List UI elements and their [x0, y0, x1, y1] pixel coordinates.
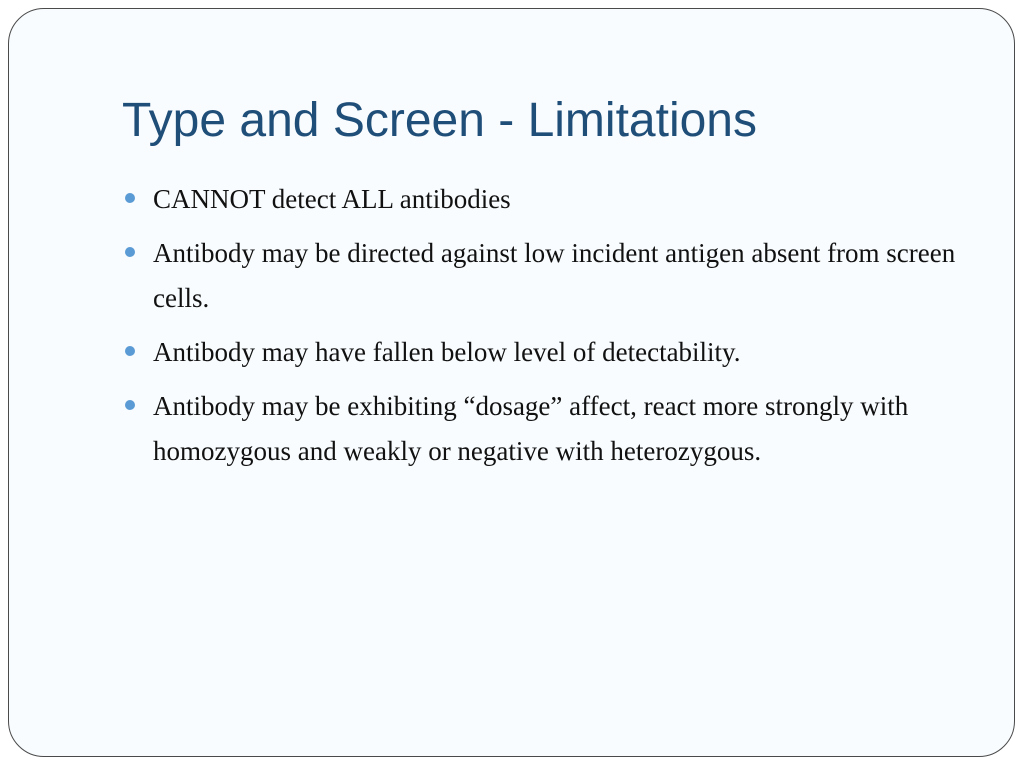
bullet-text: Antibody may have fallen below level of detectability.	[153, 337, 741, 367]
bullet-dot-icon	[125, 193, 135, 203]
bullet-item	[122, 231, 982, 321]
bullet-text: Antibody may be exhibiting “dosage” affect, react more strongly with homozygous and weakly or negative with heterozygous.	[153, 391, 909, 466]
bullet-item	[122, 330, 982, 375]
bullet-item	[122, 384, 982, 474]
bullet-text: CANNOT detect ALL antibodies	[153, 184, 511, 214]
bullet-dot-icon	[125, 247, 135, 257]
bullet-list	[122, 177, 982, 483]
bullet-item	[122, 177, 982, 222]
bullet-dot-icon	[125, 400, 135, 410]
bullet-text: Antibody may be directed against low incident antigen absent from screen cells.	[153, 238, 956, 313]
slide-frame	[8, 8, 1015, 757]
slide-title: Type and Screen - Limitations	[122, 94, 757, 147]
bullet-dot-icon	[125, 346, 135, 356]
